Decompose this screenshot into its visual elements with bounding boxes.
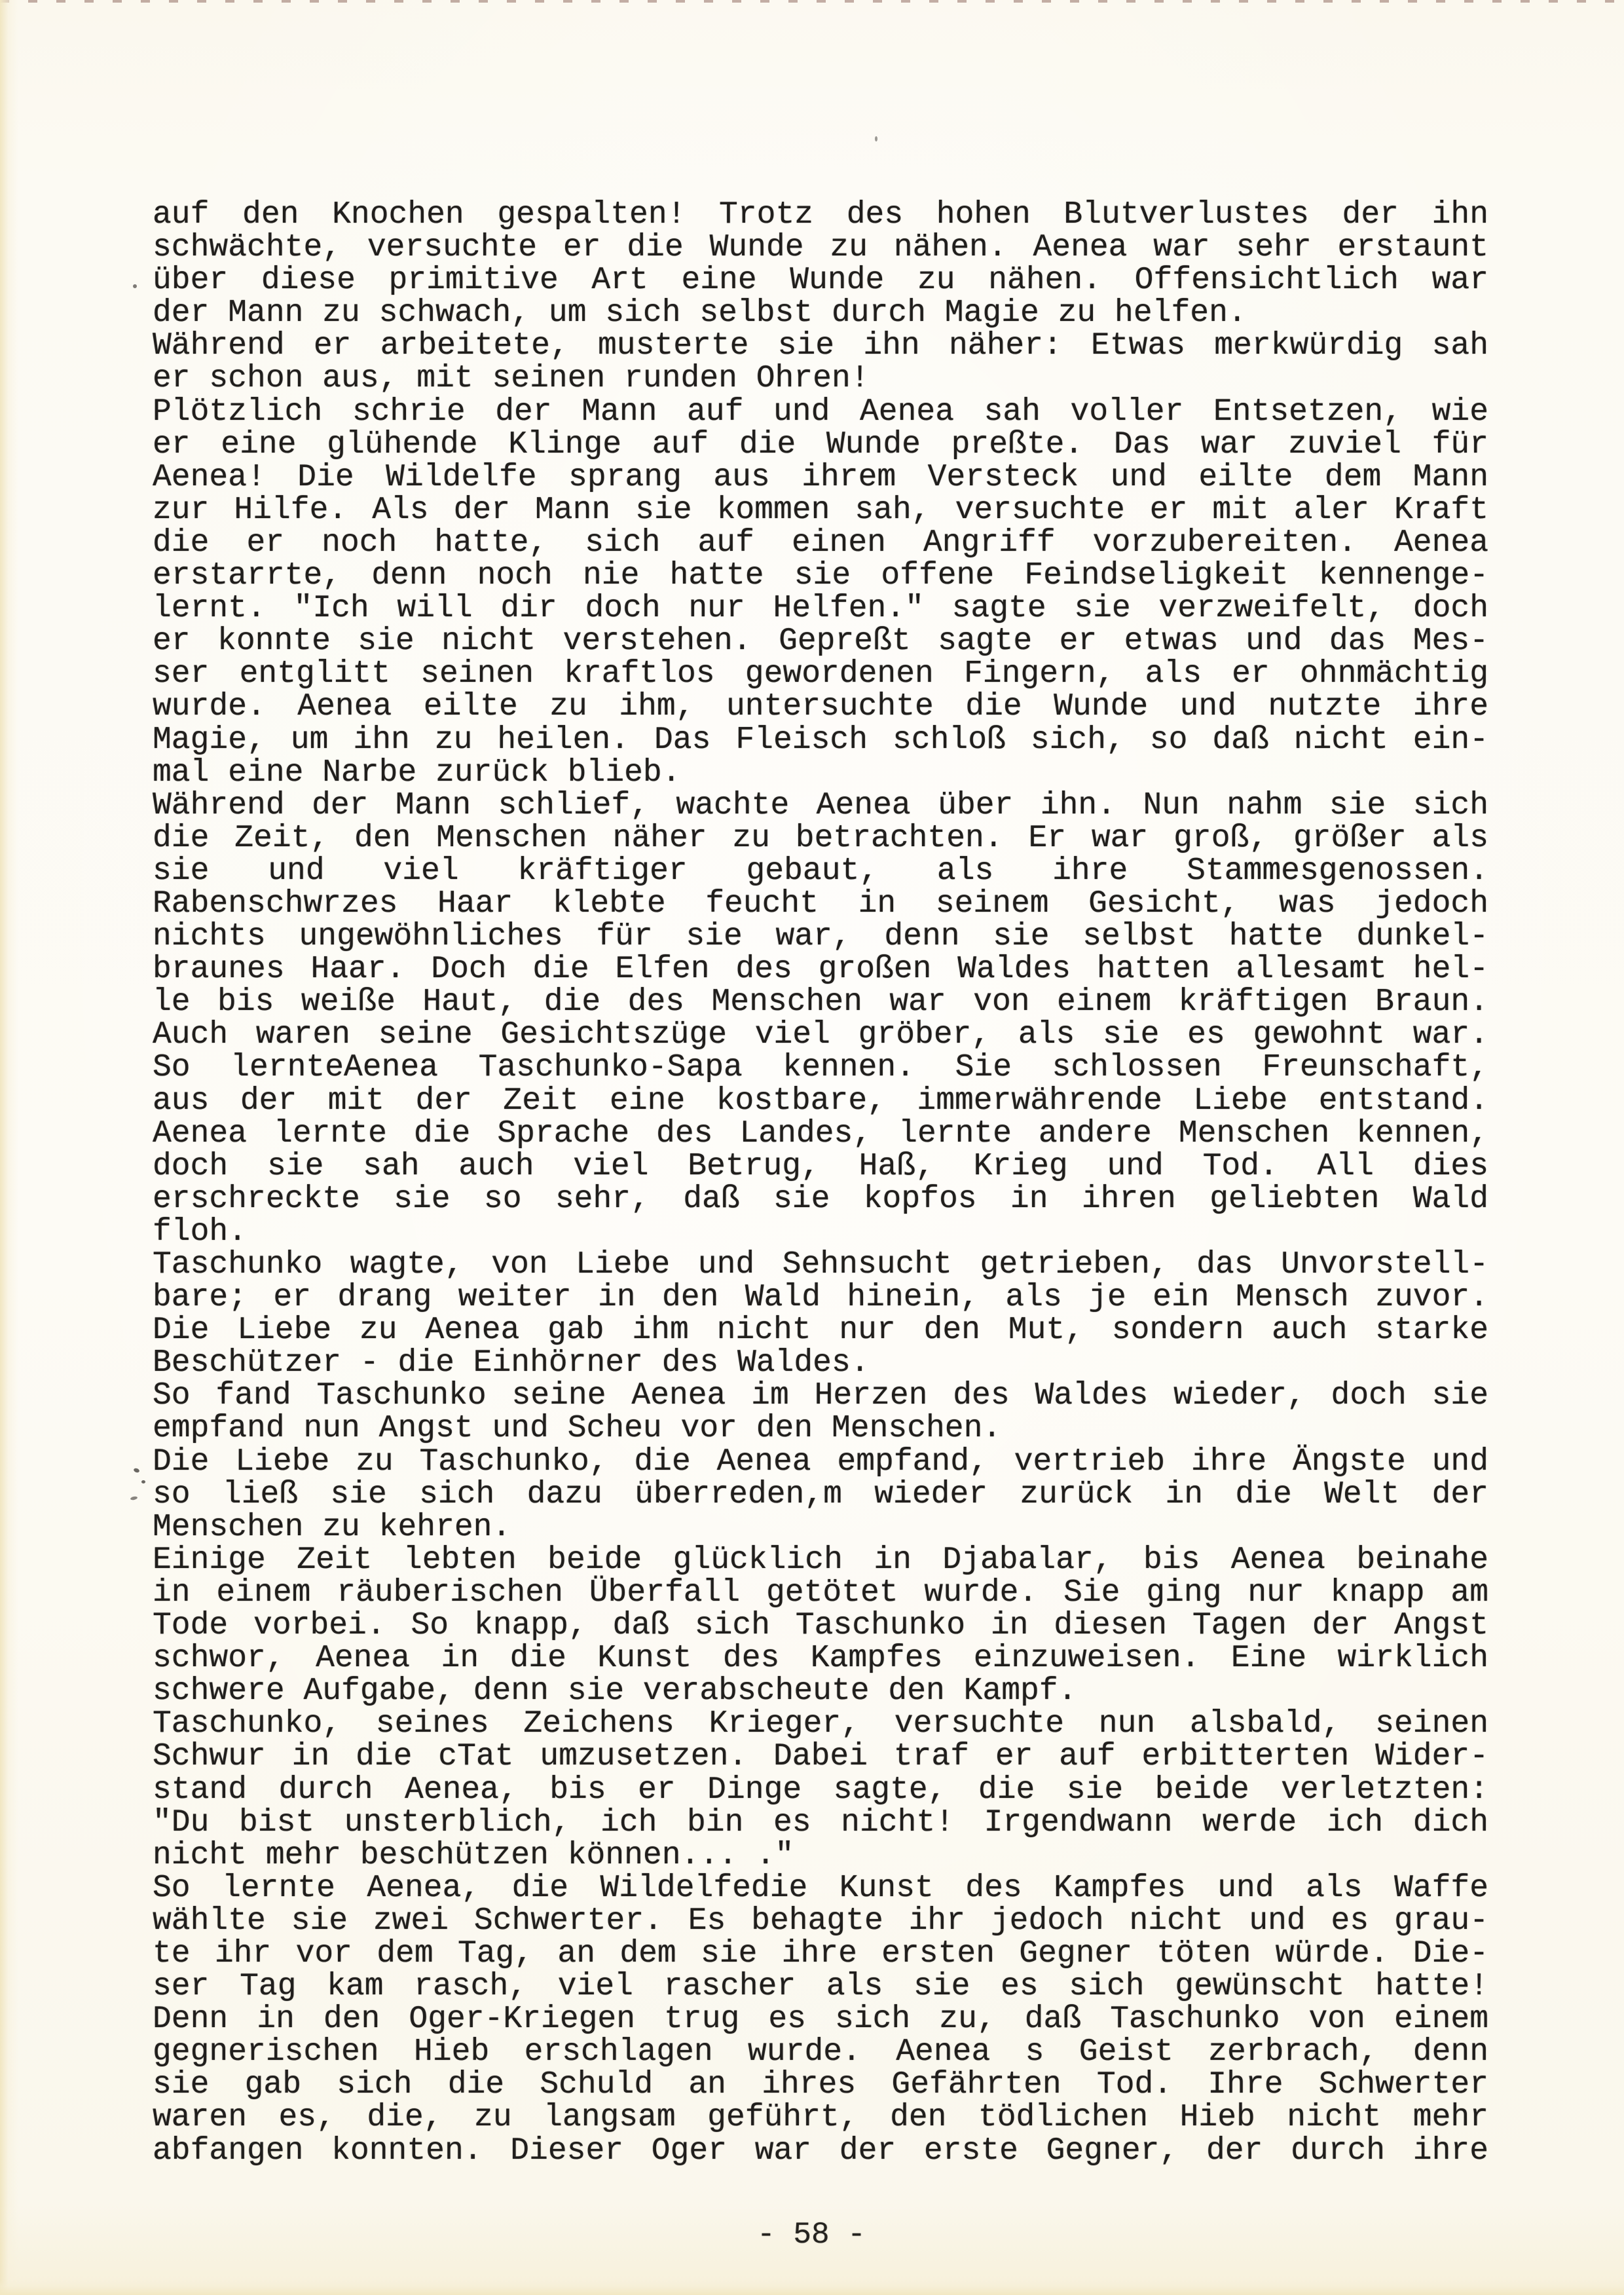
text-line: er eine glühende Klinge auf die Wunde preßte. Das war zuviel für xyxy=(153,426,1488,462)
text-line: Rabenschwrzes Haar klebte feucht in seinem Gesicht, was jedoch xyxy=(153,886,1488,922)
ink-speck xyxy=(133,284,137,288)
text-line: So lernte Aenea, die Wildelfedie Kunst des Kampfes und als Waffe xyxy=(153,1870,1488,1906)
text-line: Menschen zu kehren. xyxy=(153,1509,511,1545)
body-text-block xyxy=(153,198,1488,2167)
text-line: "Du bist unsterblich, ich bin es nicht! Irgendwann werde ich dich xyxy=(153,1804,1488,1840)
text-line: Schwur in die cTat umzusetzen. Dabei traf er auf erbitterten Wider- xyxy=(153,1739,1488,1775)
text-line: Beschützer - die Einhörner des Waldes. xyxy=(153,1345,870,1381)
text-line: über diese primitive Art eine Wunde zu nähen. Offensichtlich war xyxy=(153,263,1488,299)
text-line: wurde. Aenea eilte zu ihm, untersuchte die Wunde und nutzte ihre xyxy=(153,689,1488,725)
text-line: Denn in den Oger-Kriegen trug es sich zu, daß Taschunko von einem xyxy=(153,2002,1488,2038)
scan-edge-shadow-bottom xyxy=(0,2279,1624,2295)
text-line: gegnerischen Hieb erschlagen wurde. Aenea s Geist zerbrach, denn xyxy=(153,2034,1488,2070)
text-line: er konnte sie nicht verstehen. Gepreßt sagte er etwas und das Mes- xyxy=(153,624,1488,660)
text-line: Taschunko wagte, von Liebe und Sehnsucht getrieben, das Unvorstell- xyxy=(153,1247,1488,1282)
text-line: auf den Knochen gespalten! Trotz des hohen Blutverlustes der ihn xyxy=(153,197,1488,233)
text-line: Auch waren seine Gesichtszüge viel gröber, als sie es gewohnt war. xyxy=(153,1017,1488,1053)
text-line: So fand Taschunko seine Aenea im Herzen des Waldes wieder, doch sie xyxy=(153,1378,1488,1414)
text-line: er schon aus, mit seinen runden Ohren! xyxy=(153,361,870,397)
text-line: doch sie sah auch viel Betrug, Haß, Krieg und Tod. All dies xyxy=(153,1148,1488,1184)
text-line: zur Hilfe. Als der Mann sie kommen sah, versuchte er mit aler Kraft xyxy=(153,492,1488,528)
text-line: erstarrte, denn noch nie hatte sie offene Feindseligkeit kennenge- xyxy=(153,558,1488,594)
text-line: braunes Haar. Doch die Elfen des großen Waldes hatten allesamt hel- xyxy=(153,952,1488,988)
scan-edge-ticks-top xyxy=(0,0,1624,3)
text-line: stand durch Aenea, bis er Dinge sagte, die sie beide verletzten: xyxy=(153,1772,1488,1808)
text-line: ser entglitt seinen kraftlos gewordenen Fingern, als er ohnmächtig xyxy=(153,656,1488,692)
text-line: Aenea lernte die Sprache des Landes, lernte andere Menschen kennen, xyxy=(153,1115,1488,1151)
text-line: schwor, Aenea in die Kunst des Kampfes einzuweisen. Eine wirklich xyxy=(153,1641,1488,1677)
text-line: sie und viel kräftiger gebaut, als ihre Stammesgenossen. xyxy=(153,853,1488,889)
text-line: abfangen konnten. Dieser Oger war der erste Gegner, der durch ihre xyxy=(153,2133,1488,2169)
text-line: schwere Aufgabe, denn sie verabscheute den Kampf. xyxy=(153,1673,1077,1709)
text-line: Während der Mann schlief, wachte Aenea über ihn. Nun nahm sie sich xyxy=(153,787,1488,823)
ink-speck xyxy=(141,1480,145,1483)
text-line: sie gab sich die Schuld an ihres Gefährten Tod. Ihre Schwerter xyxy=(153,2067,1488,2103)
text-line: waren es, die, zu langsam geführt, den tödlichen Hieb nicht mehr xyxy=(153,2100,1488,2136)
text-line: nichts ungewöhnliches für sie war, denn sie selbst hatte dunkel- xyxy=(153,919,1488,955)
text-line: die er noch hatte, sich auf einen Angriff vorzubereiten. Aenea xyxy=(153,525,1488,561)
text-line: Taschunko, seines Zeichens Krieger, versuchte nun alsbald, seinen xyxy=(153,1706,1488,1742)
text-line: Tode vorbei. So knapp, daß sich Taschunko in diesen Tagen der Angst xyxy=(153,1608,1488,1644)
text-line: Aenea! Die Wildelfe sprang aus ihrem Versteck und eilte dem Mann xyxy=(153,459,1488,495)
text-line: schwächte, versuchte er die Wunde zu nähen. Aenea war sehr erstaunt xyxy=(153,230,1488,266)
ink-speck xyxy=(875,136,877,141)
text-line: Die Liebe zu Taschunko, die Aenea empfand, vertrieb ihre Ängste und xyxy=(153,1444,1488,1480)
text-line: ser Tag kam rasch, viel rascher als sie es sich gewünscht hatte! xyxy=(153,1969,1488,2005)
text-line: Plötzlich schrie der Mann auf und Aenea sah voller Entsetzen, wie xyxy=(153,394,1488,430)
text-line: Während er arbeitete, musterte sie ihn näher: Etwas merkwürdig sah xyxy=(153,328,1488,364)
text-line: empfand nun Angst und Scheu vor den Menschen. xyxy=(153,1411,1002,1447)
text-line: bare; er drang weiter in den Wald hinein, als je ein Mensch zuvor. xyxy=(153,1280,1488,1316)
text-line: So lernteAenea Taschunko-Sapa kennen. Sie schlossen Freunschaft, xyxy=(153,1050,1488,1086)
text-line: le bis weiße Haut, die des Menschen war von einem kräftigen Braun. xyxy=(153,984,1488,1020)
ink-speck xyxy=(133,1468,140,1474)
text-line: der Mann zu schwach, um sich selbst durch Magie zu helfen. xyxy=(153,295,1247,331)
text-line: lernt. "Ich will dir doch nur Helfen." sagte sie verzweifelt, doch xyxy=(153,591,1488,627)
text-line: in einem räuberischen Überfall getötet wurde. Sie ging nur knapp am xyxy=(153,1575,1488,1611)
text-line: die Zeit, den Menschen näher zu betrachten. Er war groß, größer als xyxy=(153,820,1488,856)
text-line: Magie, um ihn zu heilen. Das Fleisch schloß sich, so daß nicht ein- xyxy=(153,722,1488,758)
text-line: Einige Zeit lebten beide glücklich in Djabalar, bis Aenea beinahe xyxy=(153,1542,1488,1578)
scan-edge-shadow-left xyxy=(0,0,18,2295)
text-line: floh. xyxy=(153,1214,248,1250)
text-line: nicht mehr beschützen können... ." xyxy=(153,1837,794,1873)
text-line: aus der mit der Zeit eine kostbare, immerwährende Liebe entstand. xyxy=(153,1083,1488,1119)
text-line: so ließ sie sich dazu überreden,m wieder zurück in die Welt der xyxy=(153,1476,1488,1512)
text-line: Die Liebe zu Aenea gab ihm nicht nur den Mut, sondern auch starke xyxy=(153,1313,1488,1349)
text-line: te ihr vor dem Tag, an dem sie ihre ersten Gegner töten würde. Die- xyxy=(153,1935,1488,1971)
ink-speck xyxy=(130,1496,138,1501)
text-line: erschreckte sie so sehr, daß sie kopfos in ihren geliebten Wald xyxy=(153,1181,1488,1217)
page-number: - 58 - xyxy=(757,2218,866,2252)
text-line: wählte sie zwei Schwerter. Es behagte ihr jedoch nicht und es grau- xyxy=(153,1903,1488,1939)
text-line: mal eine Narbe zurück blieb. xyxy=(153,755,681,791)
